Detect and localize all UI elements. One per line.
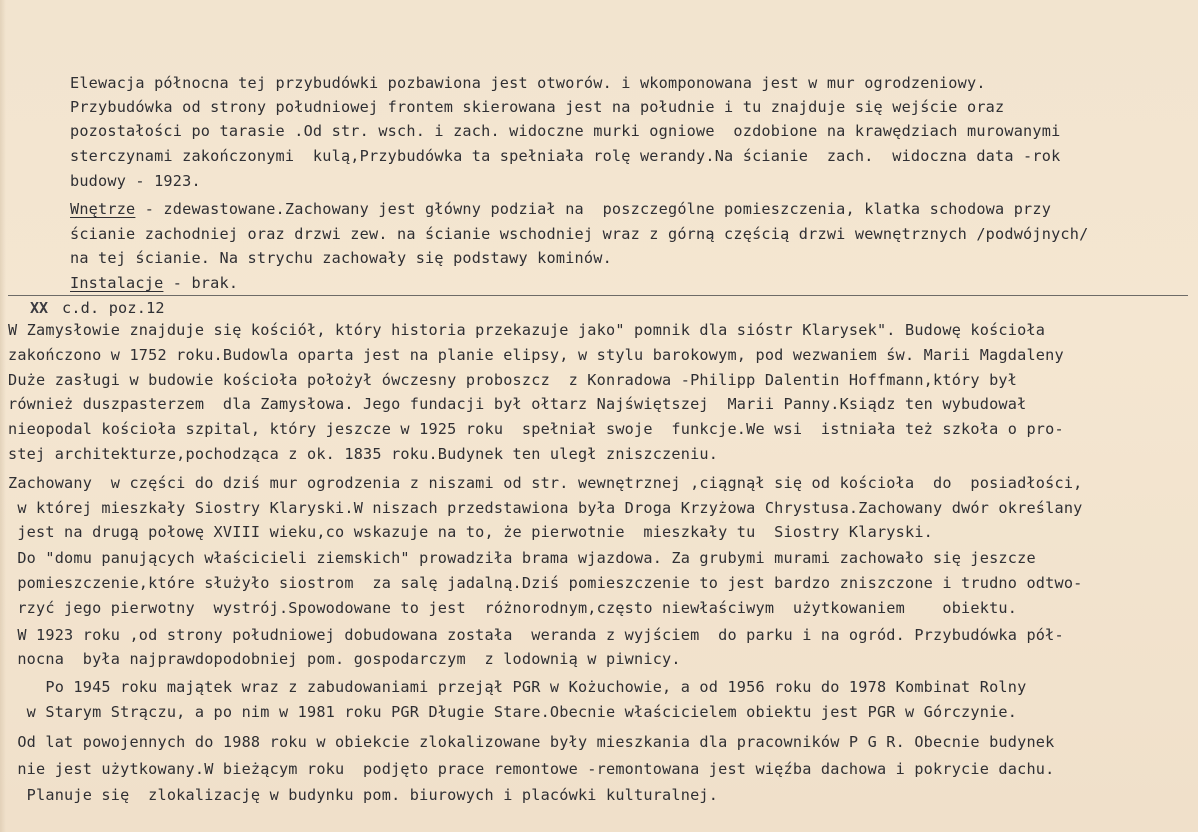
wnetrze-line-3: na tej ścianie. Na strychu zachowały się podstawy kominów. [70, 249, 612, 267]
body-line-5: nieopodal kościoła szpital, który jeszcze w 1925 roku spełniał swoje funkcje.We wsi istniała też szkoła o pro- [8, 420, 1064, 438]
wnetrze-text: - zdewastowane.Zachowany jest główny podział na poszczególne pomieszczenia, klatka schodowa przy [135, 200, 1052, 218]
top-line-2: Przybudówka od strony południowej frontem skierowana jest na południe i tu znajduje się wejście oraz [70, 98, 1005, 116]
body-line-16: w Starym Strączu, a po nim w 1981 roku PGR Długie Stare.Obecnie właścicielem obiektu jest PGR w Górczynie. [8, 703, 1018, 721]
body-line-19: Planuje się zlokalizację w budynku pom. biurowych i placówki kulturalnej. [8, 786, 719, 804]
instalacje-text: - brak. [163, 274, 239, 292]
wnetrze-line-1 [70, 200, 1051, 218]
body-line-17: Od lat powojennych do 1988 roku w obiekcie zlokalizowane były mieszkania dla pracowników P G R. Obecnie budynek [8, 733, 1055, 751]
body-line-13: W 1923 roku ,od strony południowej dobudowana została weranda z wyjściem do parku i na ogród. Przybudówka pół- [8, 626, 1064, 644]
top-line-1: Elewacja północna tej przybudówki pozbawiona jest otworów. i wkomponowana jest w mur ogrodzeniowy. [70, 74, 986, 92]
body-line-6: stej architekturze,pochodząca z ok. 1835 roku.Budynek ten uległ zniszczeniu. [8, 445, 719, 463]
body-line-1: W Zamysłowie znajduje się kościół, który historia przekazuje jako" pomnik dla sióstr Klarysek". Budowę kościoła [8, 321, 1046, 339]
body-line-11: pomieszczenie,które służyło siostrom za salę jadalną.Dziś pomieszczenie to jest bardzo zniszczone i trudno odtwo- [8, 574, 1083, 592]
top-line-4: sterczynami zakończonymi kulą,Przybudówka ta spełniała rolę werandy.Na ścianie zach. widoczna data -rok [70, 147, 1061, 165]
body-line-12: rzyć jego pierwotny wystrój.Spowodowane to jest różnorodnym,często niewłaściwym użytkowaniem obiektu. [8, 599, 1018, 617]
struck-mark: XX [30, 299, 49, 317]
body-line-18: nie jest użytkowany.W bieżącym roku podjęto prace remontowe -remontowana jest więźba dachowa i pokrycie dachu. [8, 760, 1055, 778]
body-line-7: Zachowany w części do dziś mur ogrodzenia z niszami od str. wewnętrznej ,ciągnął się od kościoła do posiadłości, [8, 474, 1083, 492]
wnetrze-line-2: ścianie zachodniej oraz drzwi zew. na ścianie wschodniej wraz z górną częścią drzwi wewnętrznych /podwójnych/ [70, 225, 1089, 243]
body-line-14: nocna była najprawdopodobniej pom. gospodarczym z lodownią w piwnicy. [8, 650, 681, 668]
cd-heading: c.d. poz.12 [62, 299, 165, 317]
section-divider [8, 295, 1188, 296]
body-line-10: Do "domu panujących właścicieli ziemskich" prowadziła brama wjazdowa. Za grubymi murami zachowało się jeszcze [8, 549, 1036, 567]
body-line-2: zakończono w 1752 roku.Budowla oparta jest na planie elipsy, w stylu barokowym, pod wezwaniem św. Marii Magdaleny [8, 346, 1064, 364]
instalacje-line [70, 274, 238, 292]
body-line-9: jest na drugą połowę XVIII wieku,co wskazuje na to, że pierwotnie mieszkały tu Siostry Klaryski. [8, 523, 934, 541]
paper-edge-shadow [0, 0, 6, 832]
wnetrze-heading: Wnętrze [70, 200, 136, 218]
body-line-8: w której mieszkały Siostry Klaryski.W niszach przedstawiona była Droga Krzyżowa Chrystusa.Zachowany dwór określany [8, 499, 1083, 517]
top-line-3: pozostałości po tarasie .Od str. wsch. i zach. widoczne murki ogniowe ozdobione na krawędziach murowanymi [70, 122, 1061, 140]
body-line-15: Po 1945 roku majątek wraz z zabudowaniami przejął PGR w Kożuchowie, a od 1956 roku do 1978 Kombinat Rolny [8, 678, 1027, 696]
body-line-4: również duszpasterzem dla Zamysłowa. Jego fundacji był ołtarz Najświętszej Marii Panny.Ksiądz ten wybudował [8, 395, 1027, 413]
top-line-5: budowy - 1923. [70, 172, 201, 190]
body-line-3: Duże zasługi w budowie kościoła położył ówczesny proboszcz z Konradowa -Philipp Dalentin Hoffmann,który był [8, 371, 1018, 389]
instalacje-heading: Instalacje [70, 274, 164, 292]
